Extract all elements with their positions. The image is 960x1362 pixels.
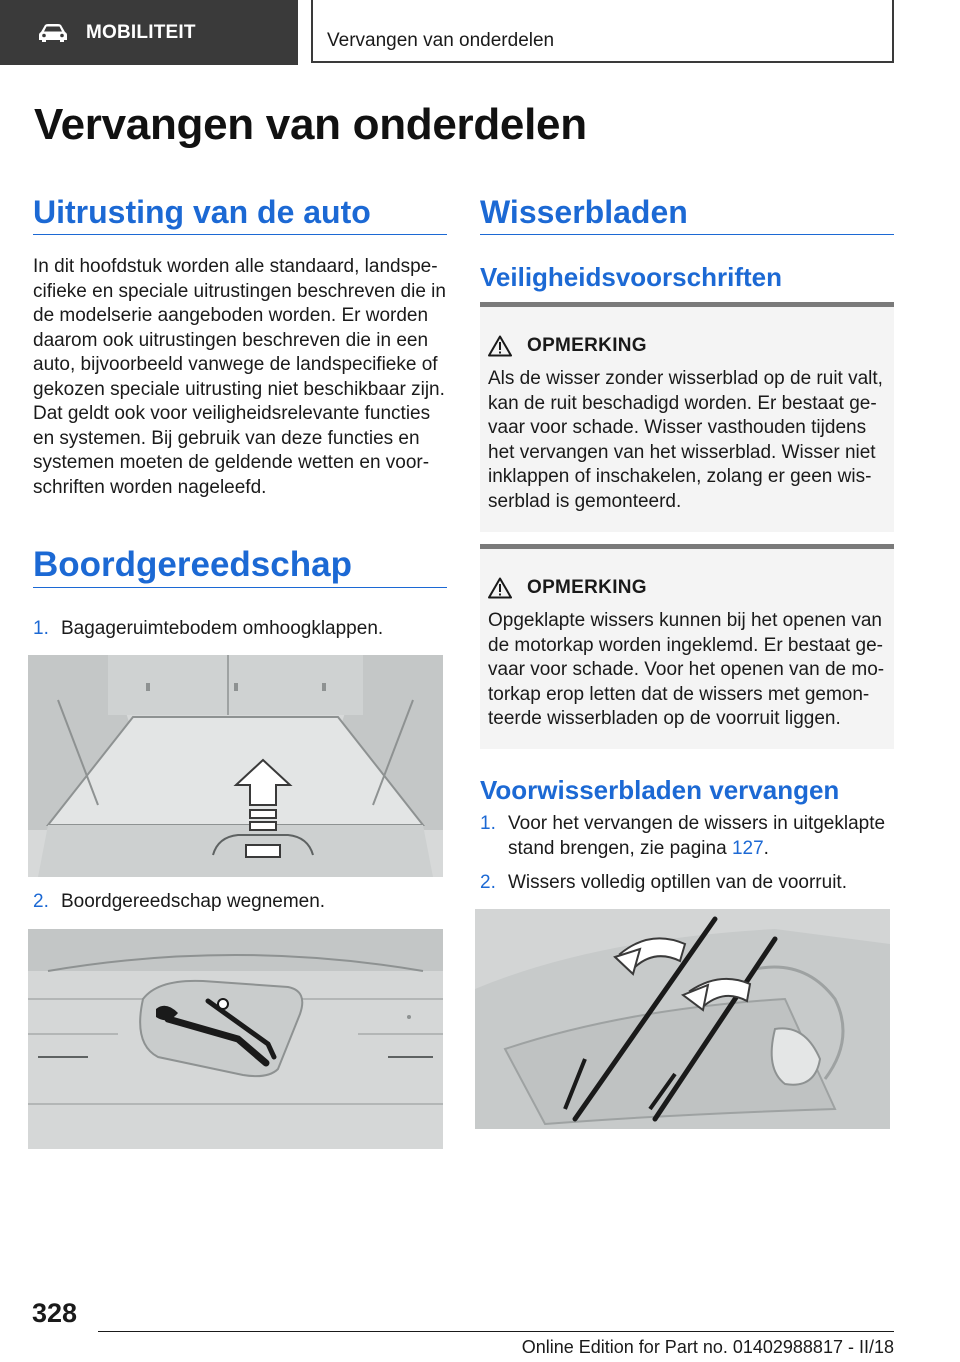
wiper-heading-rule: [480, 234, 894, 235]
cargo-floor-illustration: [28, 655, 443, 877]
page-title: Vervangen van onderdelen: [34, 100, 587, 149]
equipment-heading: Uitrusting van de auto: [33, 194, 371, 230]
front-wiper-heading: Voorwisserbladen vervangen: [480, 775, 840, 805]
notice-label: OPMERKING: [527, 577, 647, 598]
header-chapter-label: Vervangen van onderdelen: [327, 30, 555, 51]
tools-heading-rule: [33, 587, 447, 588]
tools-step-1: [33, 617, 447, 642]
step-text: Bagageruimtebodem omhoogklappen.: [61, 618, 384, 639]
notice-header: [488, 577, 647, 599]
tools-heading: Boordgereedschap: [33, 545, 352, 584]
onboard-tools-illustration: [28, 929, 443, 1149]
warning-triangle-icon: [488, 335, 512, 357]
car-icon: [38, 23, 68, 43]
notice-box-1: [480, 302, 894, 532]
step-number: 2.: [480, 872, 496, 893]
edition-info: Online Edition for Part no. 01402988817 - II/18: [521, 1337, 894, 1357]
wiper-heading: Wisserbladen: [480, 194, 688, 230]
step-text: Boordgereedschap wegnemen.: [61, 891, 326, 912]
wiper-step-2: [480, 871, 894, 896]
safety-heading: Veiligheidsvoorschriften: [480, 262, 782, 292]
tools-step-2: [33, 890, 447, 915]
step-text: Voor het vervangen de wissers in uitgeklapte stand brengen, zie pagina 127.: [508, 813, 886, 859]
page-number: 328: [32, 1298, 78, 1328]
notice-label: OPMERKING: [527, 335, 647, 356]
page-link[interactable]: 127: [731, 837, 764, 859]
windshield-wipers-illustration: [475, 909, 890, 1129]
wiper-step-1: [480, 812, 894, 861]
warning-triangle-icon: [488, 577, 512, 599]
notice-header: [488, 335, 647, 357]
notice-box-2: [480, 544, 894, 749]
notice-text: Opgeklapte wissers kunnen bij het openen van de motorkap worden ingeklemd. Er bestaat gevaar voor schade. Voor het openen van de motorkap erop letten dat de wissers met gemonteerde wisserbladen op de voorruit liggen.: [488, 610, 885, 729]
step-text: Wissers volledig optillen van de voorruit.: [508, 872, 847, 893]
notice-text: Als de wisser zonder wisserblad op de ruit valt, kan de ruit beschadigd worden. Er bestaat gevaar voor schade. Wisser vasthouden tijdens het vervangen van het wisserblad. Wisser niet inklappen of inschakelen, zolang er geen wisserblad is gemonteerd.: [488, 368, 883, 512]
footer-rule: [98, 1331, 894, 1332]
header-section-tab: [0, 0, 298, 65]
step-number: 1.: [480, 813, 496, 834]
equipment-paragraph: In dit hoofdstuk worden alle standaard, landspecifieke en speciale uitrustingen beschreven die in de modelserie aangeboden worden. Er worden daarom ook uitrustingen beschreven die in een auto, bijvoorbeeld vanwege de landspecifieke of gekozen speciale uitrusting niet beschikbaar zijn. Dat geldt ook voor veiligheidsrelevante functies en systemen. Bij gebruik van deze functies en systemen moeten de geldende wetten en voorschriften worden nageleefd.: [33, 256, 446, 498]
header-section-label: MOBILITEIT: [86, 21, 196, 43]
equipment-heading-rule: [33, 234, 447, 235]
step-number: 2.: [33, 891, 49, 912]
header-chapter-tab: [311, 0, 894, 63]
step-number: 1.: [33, 618, 49, 639]
